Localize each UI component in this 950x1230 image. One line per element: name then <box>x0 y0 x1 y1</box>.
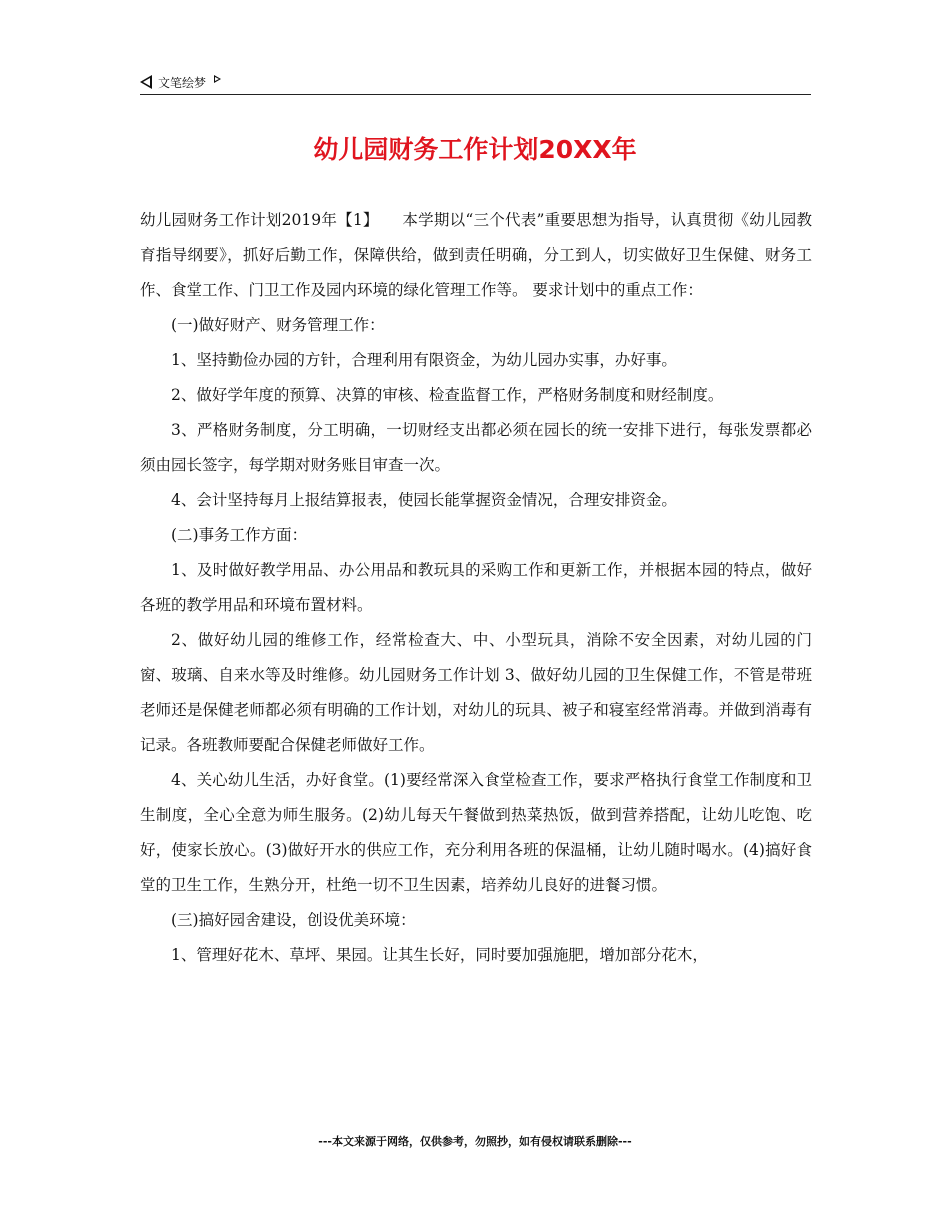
section-heading: (一)做好财产、财务管理工作： <box>171 316 385 334</box>
paragraph: 4、关心幼儿生活，办好食堂。(1)要经常深入食堂检查工作，要求严格执行食堂工作制度和卫生制度，全心全意为师生服务。(2)幼儿每天午餐做到热菜热饭，做到营养搭配，让幼儿吃饱、吃好，使家长放心。(3)做好开水的供应工作，充分利用各班的保温桶，让幼儿随时喝水。(4)搞好食堂的卫生工作，生熟分开，杜绝一切不卫生因素，培养幼儿良好的进餐习惯。 <box>140 771 812 894</box>
paragraph: 1、坚持勤俭办园的方针，合理利用有限资金，为幼儿园办实事，办好事。 <box>171 351 677 369</box>
paragraph: 3、严格财务制度，分工明确，一切财经支出都必须在园长的统一安排下进行，每张发票都必须由园长签字，每学期对财务账目审查一次。 <box>140 421 812 474</box>
header-brand <box>140 72 221 92</box>
paragraph: 2、做好幼儿园的维修工作，经常检查大、中、小型玩具，消除不安全因素，对幼儿园的门窗、玻璃、自来水等及时维修。幼儿园财务工作计划 3、做好幼儿园的卫生保健工作，不管是带班老师还是保健老师都必须有明确的工作计划，对幼儿的玩具、被子和寝室经常消毒。并做到消毒有记录。各班教师要配合保健老师做好工作。 <box>140 631 812 754</box>
document-title: 幼儿园财务工作计划20XX年 <box>313 135 637 164</box>
triangle-right-icon <box>214 75 221 83</box>
document-body <box>140 203 812 973</box>
page-header <box>140 72 811 95</box>
section-heading: (三)搞好园舍建设，创设优美环境： <box>171 911 416 929</box>
paragraph: 1、及时做好教学用品、办公用品和教玩具的采购工作和更新工作，并根据本园的特点，做好各班的教学用品和环境布置材料。 <box>140 561 812 614</box>
paragraph: 4、会计坚持每月上报结算报表，使园长能掌握资金情况，合理安排资金。 <box>171 491 677 509</box>
paragraph: 幼儿园财务工作计划2019年【1】 本学期以“三个代表”重要思想为指导，认真贯彻《幼儿园教育指导纲要》，抓好后勤工作，保障供给，做到责任明确，分工到人，切实做好卫生保健、财务工作、食堂工作、门卫工作及园内环境的绿化管理工作等。 要求计划中的重点工作： <box>140 211 812 299</box>
triangle-left-icon <box>140 75 152 89</box>
paragraph: 1、管理好花木、草坪、果园。让其生长好，同时要加强施肥，增加部分花木， <box>171 946 708 964</box>
page-footer-disclaimer: ---本文来源于网络，仅供参考，勿照抄，如有侵权请联系删除--- <box>318 1135 632 1148</box>
section-heading: (二)事务工作方面： <box>171 526 308 544</box>
brand-label: 文笔绘梦 <box>158 75 207 90</box>
paragraph: 2、做好学年度的预算、决算的审核、检查监督工作，严格财务制度和财经制度。 <box>171 386 724 404</box>
